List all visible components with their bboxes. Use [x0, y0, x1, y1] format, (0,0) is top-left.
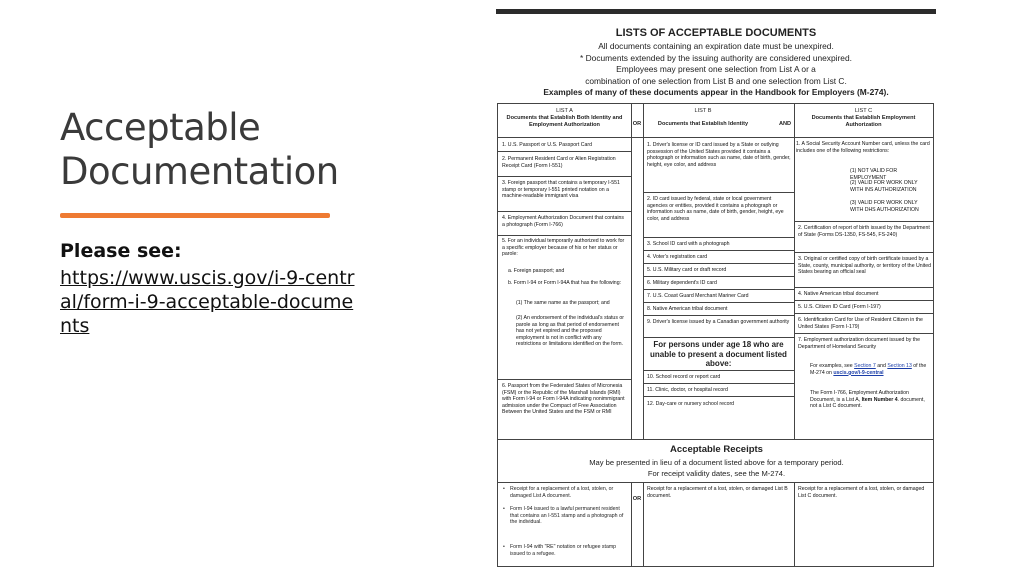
divider — [631, 482, 632, 566]
list-b-item: 7. U.S. Coast Guard Merchant Mariner Card — [647, 293, 749, 299]
and-header: AND — [778, 121, 792, 127]
list-c-form-note — [810, 390, 930, 410]
list-c-restriction: (1) NOT VALID FOR EMPLOYMENT — [850, 168, 898, 181]
list-c-examples — [810, 363, 930, 376]
intro-line: Examples of many of these documents appear in the Handbook for Employers (M-274). — [543, 87, 889, 97]
slide-title-line2: Documentation — [60, 150, 339, 193]
list-a-item: 3. Foreign passport that contains a temporary I-551 stamp or temporary I-551 printed notation on a machine-readable immigrant visa — [502, 180, 620, 200]
list-a-subitem: a. Foreign passport; and — [508, 268, 565, 274]
divider — [794, 104, 795, 439]
form-note-text: The Form I-766, Employment Authorization Document, is a List A, — [810, 390, 909, 403]
examples-text: and — [875, 363, 888, 369]
title-accent-bar — [60, 213, 330, 218]
receipt-a-item: • Form I-94 issued to a lawful permanent resident that contains an I-551 stamp and a photograph of the individual. — [503, 506, 624, 526]
list-c-item: 3. Original or certified copy of birth certificate issued by a State, county, municipal authority, or territory of the United States bearing an official seal — [798, 256, 932, 276]
divider — [794, 313, 933, 314]
list-c-item: 7. Employment authorization document issued by the Department of Homeland Security — [798, 337, 920, 350]
list-c-header — [794, 108, 933, 129]
receipts-line: May be presented in lieu of a document listed above for a temporary period. — [589, 458, 844, 467]
slide-title-line1: Acceptable — [60, 106, 261, 149]
list-b-item: 9. Driver's license issued by a Canadian government authority — [647, 319, 790, 325]
section-7-link[interactable]: Section 7 — [854, 363, 876, 369]
divider — [794, 333, 933, 334]
divider — [643, 263, 794, 264]
list-a-desc: Documents that Establish Both Identity and Employment Authorization — [506, 115, 623, 128]
list-a-subitem: (2) An endorsement of the individual's status or parole as long as that period of endorsement has not yet expired and the proposed employment is not in conflict with any restrictions or limitations identified on the form. — [516, 315, 624, 348]
receipt-a-item: • Receipt for a replacement of a lost, stolen, or damaged List A document. — [503, 486, 614, 499]
divider — [794, 482, 795, 566]
list-c-restriction: (3) VALID FOR WORK ONLY WITH DHS AUTHORIZATION — [850, 200, 919, 213]
divider — [643, 383, 794, 384]
divider — [643, 192, 794, 193]
form-note-bold: Item Number 4 — [861, 396, 898, 403]
receipt-b-item: Receipt for a replacement of a lost, stolen, or damaged List B document. — [647, 486, 788, 499]
divider — [643, 250, 794, 251]
divider — [643, 289, 794, 290]
divider — [643, 237, 794, 238]
list-a-subitem: b. Form I-94 or Form I-94A that has the following: — [508, 280, 622, 286]
document-intro — [496, 41, 936, 99]
list-c-restriction: (2) VALID FOR WORK ONLY WITH INS AUTHORIZATION — [850, 180, 918, 193]
receipts-description — [498, 457, 935, 479]
list-a-header — [498, 108, 631, 129]
i9-central-link[interactable]: uscis.gov/i-9-central — [833, 369, 884, 376]
list-a-item: 6. Passport from the Federated States of Micronesia (FSM) or the Republic of the Marshall Islands (RMI) with Form I-94 or Form I-94A indicating nonimmigrant admission under the Compact of Free Association Between the United States and the FSM or RMI — [502, 383, 625, 416]
document-top-rule — [496, 9, 936, 14]
list-c-item: 1. A Social Security Account Number card, unless the card includes one of the following restrictions: — [796, 141, 930, 154]
list-b-item: 11. Clinic, doctor, or hospital record — [647, 387, 728, 393]
intro-line: * Documents extended by the issuing authority are considered unexpired. — [580, 52, 852, 63]
list-b-item: 3. School ID card with a photograph — [647, 241, 730, 247]
divider — [794, 252, 933, 253]
list-a-label: LIST A — [556, 108, 573, 114]
divider — [498, 482, 933, 483]
list-b-label: LIST B — [694, 108, 712, 114]
divider — [631, 104, 632, 439]
list-c-label: LIST C — [854, 108, 873, 114]
divider — [643, 315, 794, 316]
divider — [498, 151, 631, 152]
divider — [498, 439, 933, 440]
intro-line: combination of one selection from List B and one selection from List C. — [585, 75, 847, 86]
divider — [643, 396, 794, 397]
list-a-item: 5. For an individual temporarily authorized to work for a specific employer because of his or her status or parole: — [502, 238, 625, 258]
document-title: LISTS OF ACCEPTABLE DOCUMENTS — [615, 27, 817, 39]
list-c-item: 5. U.S. Citizen ID Card (Form I-197) — [798, 304, 881, 310]
receipts-line: For receipt validity dates, see the M-274. — [647, 469, 786, 478]
divider — [643, 337, 794, 338]
list-b-item: 12. Day-care or nursery school record — [647, 401, 735, 407]
intro-line: All documents containing an expiration date must be unexpired. — [598, 41, 834, 51]
section-13-link[interactable]: Section 13 — [887, 363, 912, 369]
examples-text: of the M-274 on — [810, 363, 927, 376]
documents-table — [497, 103, 934, 567]
please-see-label: Please see: — [60, 240, 182, 262]
under-18-heading: For persons under age 18 who are unable to present a document listed above: — [650, 340, 787, 368]
list-b-header — [643, 108, 763, 128]
list-a-item: 1. U.S. Passport or U.S. Passport Card — [502, 142, 592, 148]
receipts-or: OR — [632, 496, 642, 502]
list-b-item: 2. ID card issued by federal, state or local government agencies or entities, provided it contains a photograph or information such as name, date of birth, gender, height, eye color, and address — [647, 196, 784, 222]
list-b-item: 4. Voter's registration card — [647, 254, 708, 260]
receipt-a-item: • Form I-94 with "RE" notation or refugee stamp issued to a refugee. — [503, 544, 617, 557]
intro-line: Employees may present one selection from List A or a — [616, 64, 816, 74]
divider — [498, 379, 631, 380]
list-a-item: 4. Employment Authorization Document that contains a photograph (Form I-766) — [502, 215, 624, 228]
examples-text: For examples, see — [810, 363, 855, 369]
divider — [498, 235, 631, 236]
receipt-c-item: Receipt for a replacement of a lost, stolen, or damaged List C document. — [798, 486, 925, 499]
divider — [643, 104, 644, 439]
divider — [643, 482, 644, 566]
divider — [794, 287, 933, 288]
list-b-item: 8. Native American tribal document — [647, 306, 728, 312]
list-a-item: 2. Permanent Resident Card or Alien Registration Receipt Card (Form I-551) — [502, 156, 616, 169]
list-b-item: 6. Military dependent's ID card — [647, 280, 717, 286]
form-note-text: . document, not a List C document. — [810, 396, 925, 410]
list-b-item: 10. School record or report card — [647, 374, 721, 380]
list-c-item: 2. Certification of report of birth issued by the Department of State (Forms DS-1350, FS-545, FS-240) — [798, 225, 930, 238]
divider — [498, 176, 631, 177]
or-header: OR — [632, 121, 642, 127]
receipts-title: Acceptable Receipts — [670, 444, 763, 455]
list-c-desc: Documents that Establish Employment Authorization — [811, 115, 916, 128]
list-a-subitem: (1) The same name as the passport; and — [516, 300, 610, 306]
divider — [498, 137, 933, 138]
divider — [643, 276, 794, 277]
divider — [794, 300, 933, 301]
divider — [643, 370, 794, 371]
divider — [794, 221, 933, 222]
list-c-item: 4. Native American tribal document — [798, 291, 879, 297]
list-b-item: 1. Driver's license or ID card issued by a State or outlying possession of the United States provided it contains a photograph or information such as name, date of birth, gender, height, eye color, and address — [647, 142, 791, 168]
acceptable-documents-page — [496, 9, 936, 569]
list-c-item: 6. Identification Card for Use of Resident Citizen in the United States (Form I-179) — [798, 317, 923, 330]
list-b-desc: Documents that Establish Identity — [657, 121, 749, 127]
list-b-item: 5. U.S. Military card or draft record — [647, 267, 727, 273]
slide-title — [60, 106, 339, 194]
divider — [498, 211, 631, 212]
divider — [643, 302, 794, 303]
uscis-link[interactable]: https://www.uscis.gov/i-9-central/form-i-9-acceptable-documents — [60, 267, 355, 337]
